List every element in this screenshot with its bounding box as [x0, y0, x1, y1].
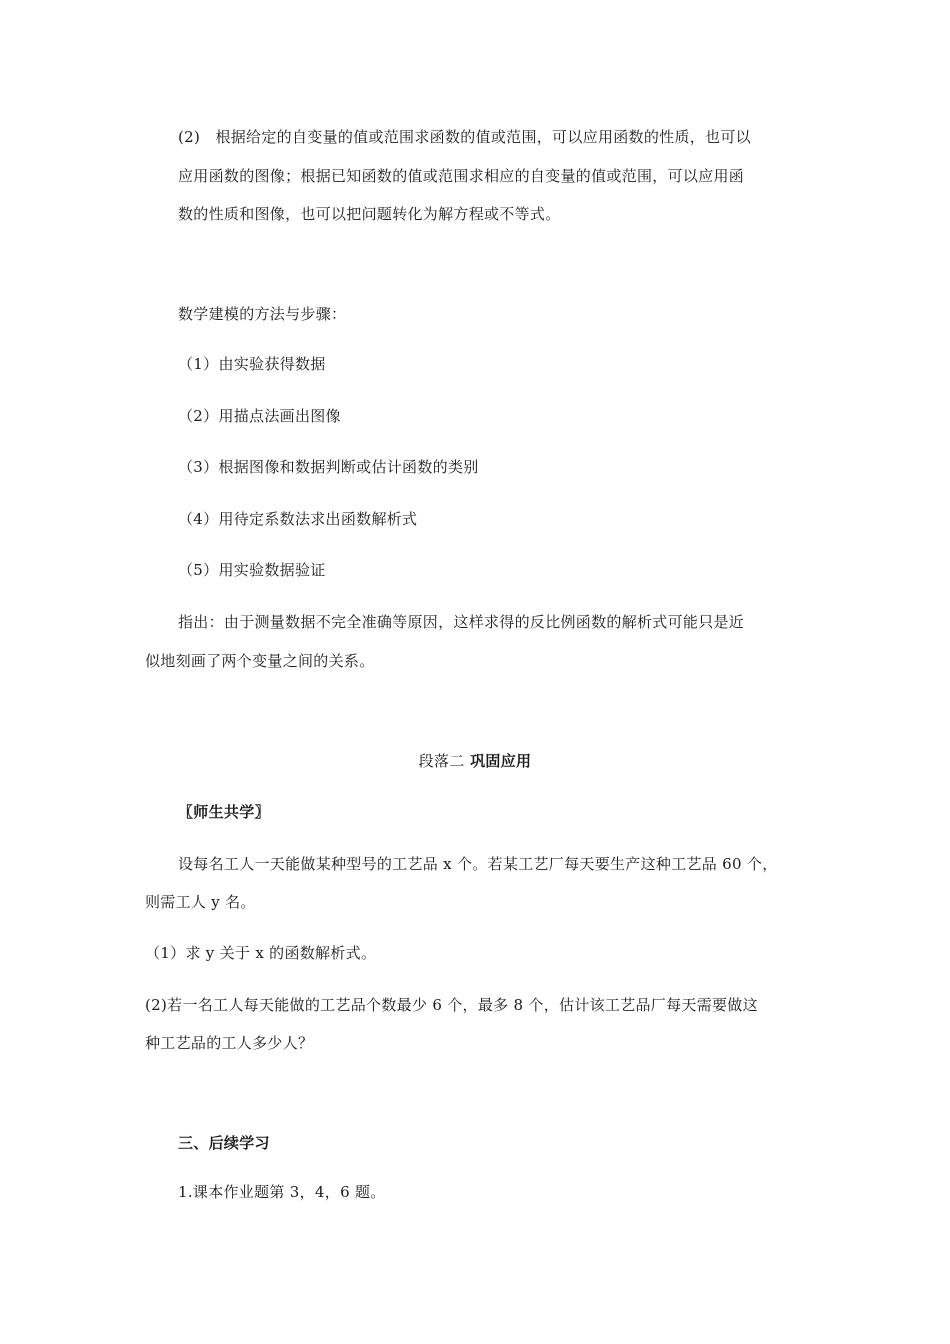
modeling-step-5: （5）用实验数据验证	[178, 561, 326, 579]
paragraph-item2-line1: (2) 根据给定的自变量的值或范围求函数的值或范围，可以应用函数的性质，也可以	[178, 128, 751, 146]
section3-heading: 三、后续学习	[178, 1134, 270, 1152]
problem-line1: 设每名工人一天能做某种型号的工艺品 x 个。若某工艺厂每天要生产这种工艺品 60 个，	[178, 855, 778, 873]
modeling-note-line2: 似地刻画了两个变量之间的关系。	[145, 652, 375, 670]
modeling-step-4: （4）用待定系数法求出函数解析式	[178, 510, 418, 528]
question-1: （1）求 y 关于 x 的函数解析式。	[145, 944, 377, 962]
paragraph2-title	[0, 751, 950, 771]
paragraph2-subheading: 〖师生共学〗	[178, 803, 270, 821]
modeling-step-1: （1）由实验获得数据	[178, 355, 326, 373]
paragraph2-title-main: 巩固应用	[464, 752, 532, 770]
modeling-note-line1: 指出：由于测量数据不完全准确等原因，这样求得的反比例函数的解析式可能只是近	[178, 613, 745, 631]
paragraph-item2-line3: 数的性质和图像，也可以把问题转化为解方程或不等式。	[178, 205, 561, 223]
section3-item1: 1.课本作业题第 3，4，6 题。	[178, 1183, 386, 1201]
question-2-line1: (2)若一名工人每天能做的工艺品个数最少 6 个，最多 8 个，估计该工艺品厂每天需要做这	[145, 996, 758, 1014]
problem-line2: 则需工人 y 名。	[145, 893, 256, 911]
modeling-step-2: （2）用描点法画出图像	[178, 407, 341, 425]
paragraph2-title-prefix: 段落二	[418, 752, 465, 770]
question-2-line2: 种工艺品的工人多少人？	[145, 1034, 314, 1052]
paragraph-item2-line2: 应用函数的图像；根据已知函数的值或范围求相应的自变量的值或范围，可以应用函	[178, 167, 745, 185]
modeling-heading: 数学建模的方法与步骤：	[178, 305, 347, 323]
modeling-step-3: （3）根据图像和数据判断或估计函数的类别	[178, 458, 479, 476]
